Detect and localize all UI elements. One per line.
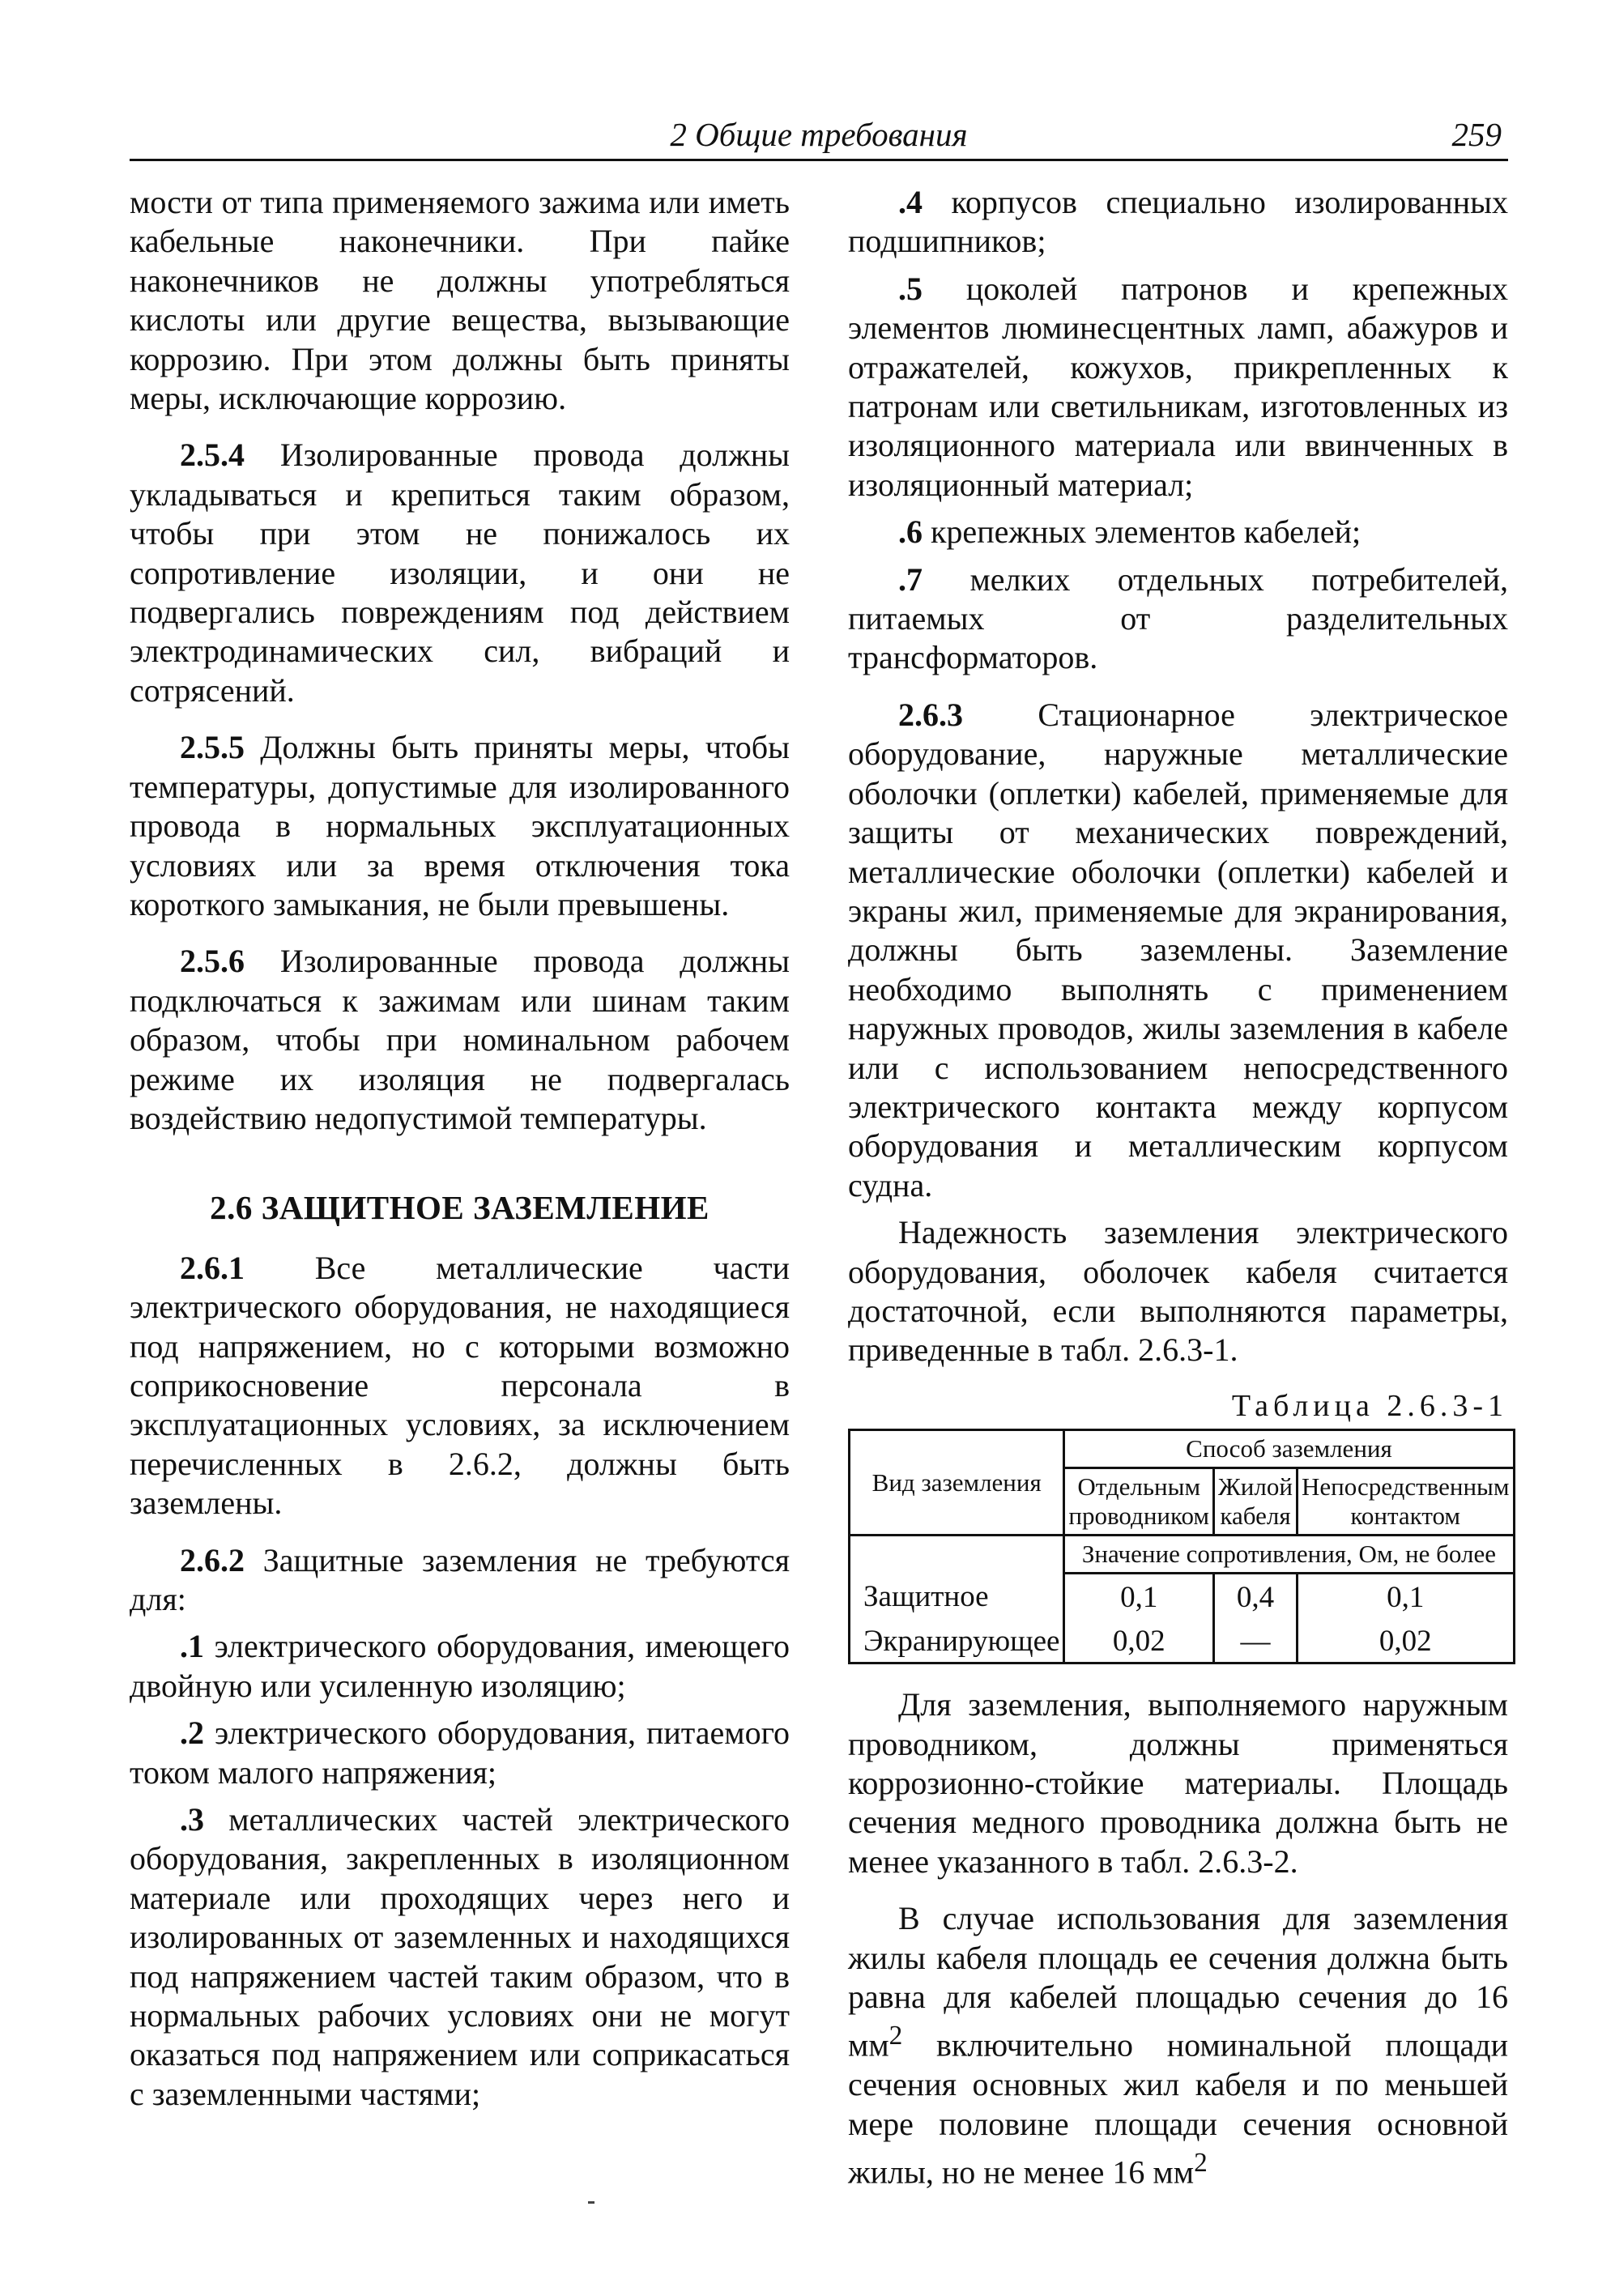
paragraph-2-5-5 xyxy=(130,728,790,924)
clause-number: 2.5.5 xyxy=(180,729,245,766)
clause-text: Все металлические части электрического оборудования, не находящиеся под напряжением, но с которыми возможно соприкосновение персонала в эксплуатационных условиях, за исключением перечисленных в 2.6.2, должны быть заземлены. xyxy=(130,1249,790,1522)
item-number: .5 xyxy=(898,270,923,307)
header-method: Способ заземления xyxy=(1064,1430,1514,1468)
item-number: .1 xyxy=(180,1628,204,1665)
item-number: .4 xyxy=(898,184,923,220)
list-item-2 xyxy=(130,1714,790,1792)
paragraph-intro: мости от типа применяемого зажима или иметь кабельные наконечники. При пайке наконечников не должны употребляться кислоты или другие вещества, вызывающие коррозию. При этом должны быть приняты меры, исключающие коррозию. xyxy=(130,184,790,417)
item-text: электрического оборудования, питаемого током малого напряжения; xyxy=(130,1715,790,1791)
cell-core: 0,4 xyxy=(1214,1574,1298,1619)
header-direct: Непосредственным контактом xyxy=(1297,1468,1514,1536)
clause-number: 2.6.1 xyxy=(180,1249,245,1286)
clause-text: Изолированные провода должны подключаться к зажимам или шинам таким образом, чтобы при номинальном рабочем режиме их изоляция не подвергалась воздействию недопустимой температуры. xyxy=(130,943,790,1136)
item-number: .2 xyxy=(180,1715,204,1752)
grounding-table xyxy=(848,1429,1515,1664)
left-column xyxy=(130,183,790,2114)
list-item-7 xyxy=(848,560,1508,678)
header-resistance: Значение сопротивления, Ом, не более xyxy=(1064,1536,1514,1574)
paragraph-2-6-2 xyxy=(130,1541,790,1620)
cell-kind: Экранирующее xyxy=(850,1618,1064,1663)
paragraph-2-6-3 xyxy=(848,696,1508,1205)
item-number: .6 xyxy=(898,513,923,551)
list-item-3 xyxy=(130,1800,790,2114)
paragraph-reliability: Надежность заземления электрического оборудования, оболочек кабеля считается достаточной, если выполняются параметры, приведенные в табл. 2.6.3-1. xyxy=(848,1214,1508,1369)
superscript: 2 xyxy=(888,2021,903,2051)
cell-core: — xyxy=(1214,1618,1298,1663)
list-item-5 xyxy=(848,270,1508,505)
text-part: включительно номинальной площади сечения основных жил кабеля и по меньшей мере половине площади сечения основной жилы, но не менее 16 мм xyxy=(848,2026,1508,2191)
item-number: .7 xyxy=(898,560,923,598)
paragraph-2-5-4 xyxy=(130,436,790,710)
table-row xyxy=(850,1574,1515,1619)
paragraph-2-5-6 xyxy=(130,942,790,1138)
print-mark xyxy=(588,2201,594,2204)
item-number: .3 xyxy=(180,1801,204,1838)
clause-text: Должны быть приняты меры, чтобы температуры, допустимые для изолированного провода в нормальных эксплуатационных условиях или за время отключения тока короткого замыкания, не были превышены. xyxy=(130,729,790,922)
paragraph-2-6-1 xyxy=(130,1249,790,1523)
item-text: мелких отдельных потребителей, питаемых от разделительных трансформаторов. xyxy=(848,560,1508,676)
header-core: Жилой кабеля xyxy=(1214,1468,1298,1536)
item-text: корпусов специально изолированных подшипников; xyxy=(848,184,1508,260)
cell-separate: 0,1 xyxy=(1064,1574,1214,1619)
superscript: 2 xyxy=(1194,2147,1208,2178)
item-text: металлических частей электрического оборудования, закрепленных в изоляционном материале или проходящих через него и изолированных от заземленных и находящихся под напряжением частей таким образом, что в нормальных рабочих условиях они не могут оказаться под напряжением или соприкасаться с заземленными частями; xyxy=(130,1801,790,2112)
header-kind: Вид заземления xyxy=(850,1430,1064,1536)
paragraph-cable-core xyxy=(848,1899,1508,2192)
list-item-6 xyxy=(848,513,1508,552)
list-item-1 xyxy=(130,1627,790,1706)
clause-number: 2.6.3 xyxy=(898,696,963,733)
right-column xyxy=(848,183,1508,2192)
clause-text: Изолированные провода должны укладываться и крепиться таким образом, чтобы при этом не понижалось их сопротивление изоляции, и они не подвергались повреждениям под действием электродинамических сил, вибраций и сотрясений. xyxy=(130,437,790,709)
clause-text: Стационарное электрическое оборудование, наружные металлические оболочки (оплетки) кабелей, применяемые для защиты от механических повреждений, металлические оболочки (оплетки) кабелей и экраны жил, применяемые для экранирования, должны быть заземлены. Заземление необходимо выполнять с применением наружных проводов, жилы заземления в кабеле или с использованием непосредственного электрического контакта между корпусом оборудования и металлическим корпусом судна. xyxy=(848,696,1508,1203)
cell-kind: Защитное xyxy=(850,1574,1064,1619)
list-item-4 xyxy=(848,183,1508,262)
clause-number: 2.6.2 xyxy=(180,1541,245,1578)
item-text: цоколей патронов и крепежных элементов люминесцентных ламп, абажуров и отражателей, кожухов, прикрепленных к патронам или светильникам, изготовленных из изоляционного материала или ввинченных в изоляционный материал; xyxy=(848,270,1508,503)
running-header xyxy=(130,113,1508,161)
clause-text: Защитные заземления не требуются для: xyxy=(130,1541,790,1617)
running-title: 2 Общие требования xyxy=(670,116,968,153)
cell-direct: 0,1 xyxy=(1297,1574,1514,1619)
header-separate: Отдельным проводником xyxy=(1064,1468,1214,1536)
item-text: электрического оборудования, имеющего двойную или усиленную изоляцию; xyxy=(130,1628,790,1704)
cell-separate: 0,02 xyxy=(1064,1618,1214,1663)
section-heading: 2.6 ЗАЩИТНОЕ ЗАЗЕМЛЕНИЕ xyxy=(210,1189,710,1227)
table-row xyxy=(850,1618,1515,1663)
text-part: В случае использования для заземления жилы кабеля площадь ее сечения должна быть равна для кабелей площадью сечения до 16 мм xyxy=(848,1900,1508,2064)
table-caption: Таблица 2.6.3-1 xyxy=(1231,1388,1508,1423)
clause-number: 2.5.4 xyxy=(180,437,245,474)
paragraph-external-conductor: Для заземления, выполняемого наружным проводником, должны применяться коррозионно-стойкие материалы. Площадь сечения медного проводника должна быть не менее указанного в табл. 2.6.3-2. xyxy=(848,1686,1508,1880)
cell-direct: 0,02 xyxy=(1297,1618,1514,1663)
page-number: 259 xyxy=(1451,116,1502,153)
clause-number: 2.5.6 xyxy=(180,943,245,980)
item-text: крепежных элементов кабелей; xyxy=(923,513,1361,551)
